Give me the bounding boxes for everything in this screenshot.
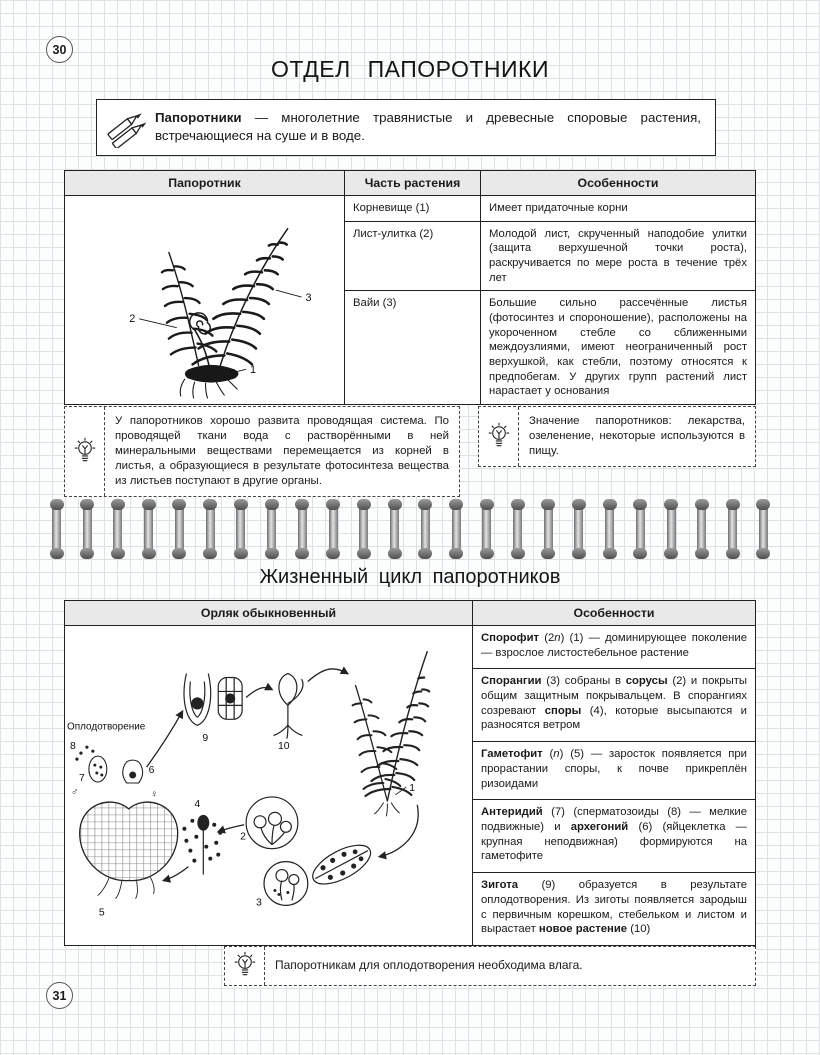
table2-row-sporophyte: Спорофит (2n) (1) — доминирующее поколение — взрослое листостебельное растение [473,626,755,669]
spiral-ring [52,501,61,557]
table2-row-gametophyte: Гаметофит (n) (5) — заросток появляется при прорастании споры, к почве прикреплён ризоидами [473,742,755,800]
archegonium [123,760,143,783]
page-number-top: 30 [46,36,73,63]
table1-row-features: Молодой лист, скрученный наподобие улитки (защита верхушечной точки роста), раскручивается по мере роста в течение трёх лет [481,222,755,292]
cycle-label-7: 7 [78,773,85,785]
rhizome [184,365,237,383]
table1-row-part: Корневище (1) [345,196,481,222]
spiral-ring [390,501,399,557]
table2-row-antheridium: Антеридий (7) (сперматозоиды (8) — мелкие подвижные) и архегоний (6) (яйцеклетка — крупная неподвижная) формируются на гаметофите [473,800,755,873]
spiral-ring [359,501,368,557]
sorus-pinna [307,837,376,891]
table1-row-part: Лист-улитка (2) [345,222,481,292]
spiral-binding [52,500,768,558]
life-cycle-table [64,600,756,946]
life-cycle-cell [65,626,473,945]
section1-title: ОТДЕЛ ПАПОРОТНИКИ [271,56,549,82]
tip-box-fern-uses [478,406,756,467]
cycle-label-8: 8 [69,741,76,753]
spiral-ring [667,501,676,557]
fern-figure-cell [65,196,345,404]
table2-header-features: Особенности [473,601,755,626]
cycle-label-3: 3 [256,897,262,909]
definition-term: Папоротники [155,110,242,125]
fern-label-2: 2 [128,312,135,325]
label-leader-lines [139,290,301,375]
spiral-ring [206,501,215,557]
cycle-label-6: 6 [148,765,155,777]
table2-row-zygote: Зигота (9) образуется в результате оплодотворения. Из зиготы появляется зародыш с первичным корешком, стебельком и листом и вырастает новое растение (10) [481,879,747,936]
table1-header-features: Особенности [481,171,755,196]
spiral-ring [298,501,307,557]
sporangium-magnifier-circle [264,862,308,906]
tip-text: Папоротникам для оплодотворения необходима влага. [275,958,583,973]
cycle-label-10: 10 [277,741,290,753]
table2-header-species: Орляк обыкновенный [65,601,473,626]
spiral-ring [697,501,706,557]
cycle-label-4: 4 [194,798,201,810]
tip-icon-cell [65,407,105,496]
zygote-structures [184,674,242,726]
spiral-ring [759,501,768,557]
pencil-icon [105,104,149,148]
spiral-ring [513,501,522,557]
lightbulb-icon [74,437,96,467]
cycle-label-1: 1 [409,782,416,794]
table2-row-sporangia: Спорангии (3) собраны в сорусы (2) и покрыты общим защитным покрывальцем. В спорангиях созревают споры (4), которые высыпаются и разносятся ветром [473,669,755,742]
spores [182,815,222,875]
tip-icon-cell [479,407,519,466]
table1-row-part: Вайи (3) [345,291,481,404]
cycle-label-2: 2 [240,831,246,843]
spiral-ring [482,501,491,557]
fern-parts-table [64,170,756,405]
cycle-arrows [147,669,419,881]
table1-row-features: Большие сильно рассечённые листья (фотосинтез и спороношение), расположены на укороченном стебле со сближенными междоузлиями, имеют неограниченный рост верхушкой, как стебли, поэтому относятся к предпобегам. У других групп растений лист нарастает у основания [489,297,747,398]
second-frond-pinnae [161,266,215,354]
spiral-ring [636,501,645,557]
fern-label-1: 1 [249,364,256,377]
table1-header-fern: Папоротник [65,171,345,196]
lightbulb-icon [488,422,510,452]
page-number-bottom: 31 [46,982,73,1009]
young-sporeling [274,674,303,739]
tip-text: У папоротников хорошо развита проводящая система. По проводящей ткани вода с растворёнными в ней минеральными веществами перемещается из корней в листья, а образующиеся в результате фотосинтеза вещества из листьев поступают в другие органы. [115,415,449,488]
definition-box [96,99,716,156]
definition-text: — многолетние травянистые и древесные споровые растения, встречающиеся на суше и в воде. [155,110,701,144]
spiral-ring [236,501,245,557]
spiral-ring [574,501,583,557]
spiral-ring [175,501,184,557]
cycle-label-9: 9 [202,733,209,745]
table1-header-part: Часть растения [345,171,481,196]
spiral-ring [452,501,461,557]
male-symbol: ♂ [70,786,79,798]
spiral-ring [267,501,276,557]
spiral-ring [113,501,122,557]
sorus-magnifier-circle [246,797,298,849]
spiral-ring [605,501,614,557]
fern-label-3: 3 [304,292,312,305]
section2-title: Жизненный цикл папоротников [259,566,561,588]
fertilization-caption: Оплодотворение [67,721,146,733]
table1-row-features: Имеет придаточные корни [481,196,755,222]
cycle-label-5: 5 [98,907,105,919]
prothallus [80,802,178,881]
spiral-ring [83,501,92,557]
fern-illustration [71,201,339,399]
spiral-ring [421,501,430,557]
spiral-ring [329,501,338,557]
adult-fern [353,652,430,816]
spiral-ring [144,501,153,557]
life-cycle-diagram [67,632,467,934]
spiral-ring [544,501,553,557]
tip-box-moisture [224,946,756,986]
lightbulb-icon [234,951,256,981]
spiral-ring [728,501,737,557]
tip-box-conducting-system [64,406,460,497]
female-symbol: ♀ [150,788,159,800]
tip-icon-cell [225,947,265,985]
tip-text: Значение папоротников: лекарства, озеленение, некоторые используются в пищу. [529,415,745,458]
